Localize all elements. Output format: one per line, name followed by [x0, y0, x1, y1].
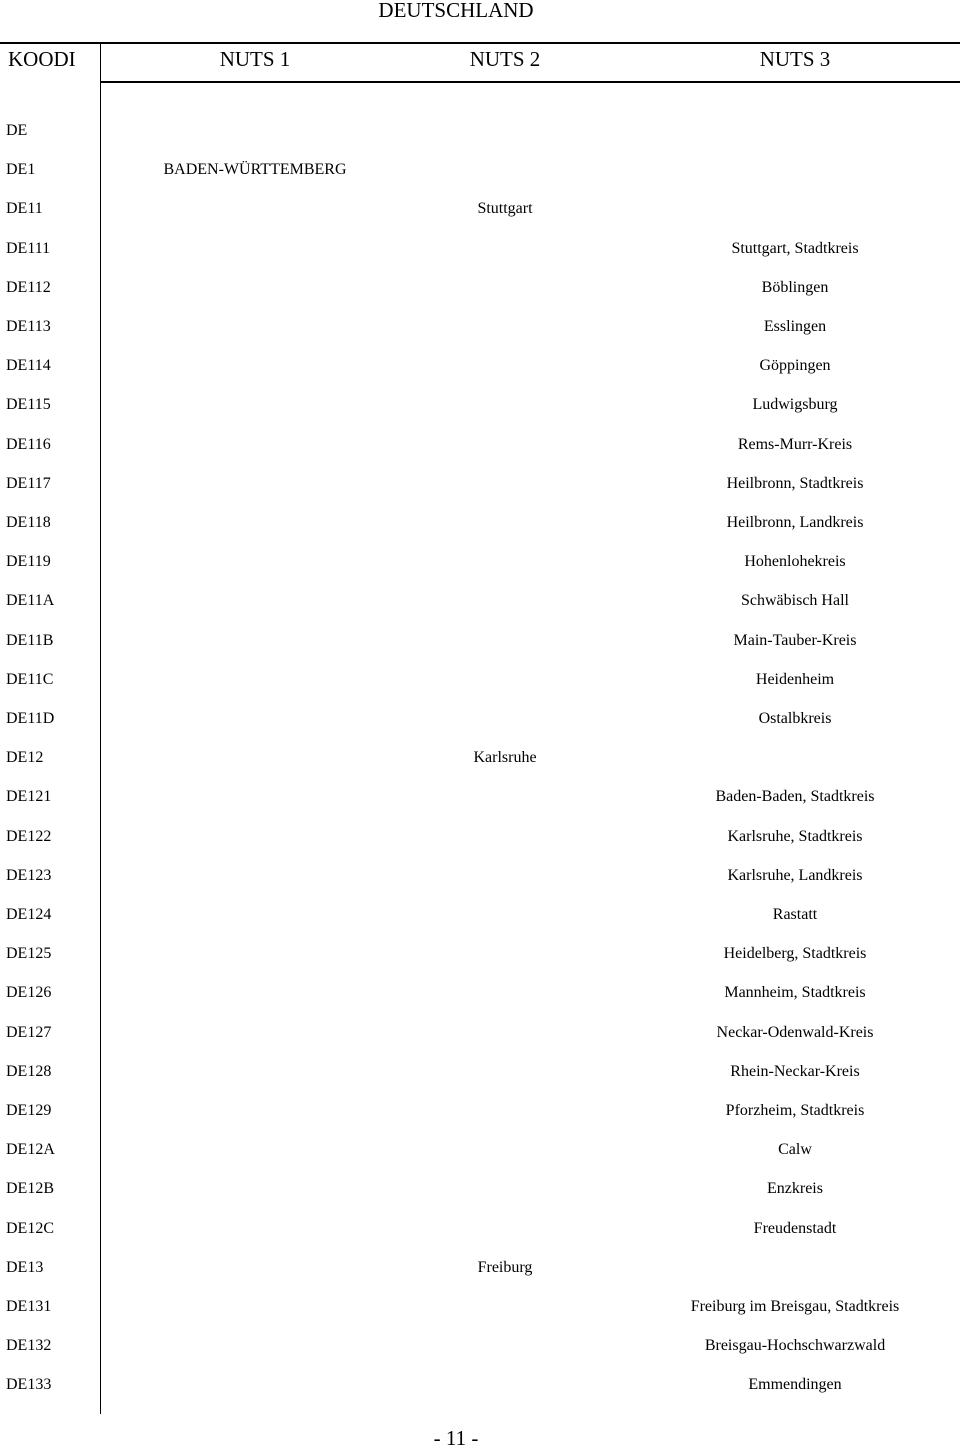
table-row [0, 629, 960, 653]
table-row [0, 1177, 960, 1201]
table-row [0, 433, 960, 457]
table-row [0, 472, 960, 496]
nuts-code-cell: DE125 [6, 945, 52, 962]
nuts-code-cell: DE115 [6, 396, 51, 413]
nuts-code-cell: DE133 [6, 1376, 52, 1393]
nuts-code-cell: DE13 [6, 1259, 44, 1276]
nuts3-cell: Heilbronn, Stadtkreis [726, 475, 864, 492]
table-row [0, 119, 960, 143]
nuts-code-cell: DE11C [6, 671, 54, 688]
nuts-code-cell: DE1 [6, 161, 36, 178]
header-nuts3: NUTS 3 [759, 47, 831, 71]
nuts-code-cell: DE117 [6, 475, 51, 492]
table-row [0, 825, 960, 849]
nuts-code-cell: DE11D [6, 710, 55, 727]
nuts3-cell: Main-Tauber-Kreis [733, 632, 857, 649]
table-row [0, 785, 960, 809]
nuts-code-cell: DE128 [6, 1063, 52, 1080]
table-row [0, 1373, 960, 1397]
nuts3-cell: Enzkreis [767, 1180, 823, 1197]
nuts-code-cell: DE113 [6, 318, 51, 335]
nuts3-cell: Böblingen [761, 279, 829, 296]
table-row [0, 903, 960, 927]
page-number: - 11 - [433, 1426, 479, 1450]
nuts-code-cell: DE116 [6, 436, 51, 453]
nuts3-cell: Heidenheim [755, 671, 835, 688]
nuts-code-cell: DE127 [6, 1024, 52, 1041]
nuts3-cell: Heidelberg, Stadtkreis [723, 945, 867, 962]
nuts3-cell: Mannheim, Stadtkreis [724, 984, 866, 1001]
table-row [0, 1334, 960, 1358]
header-code: KOODI [8, 47, 76, 71]
nuts3-cell: Freudenstadt [753, 1220, 837, 1237]
nuts-code-cell: DE11A [6, 592, 55, 609]
nuts-code-cell: DE [6, 122, 28, 139]
nuts3-cell: Stuttgart, Stadtkreis [731, 240, 859, 257]
nuts3-cell: Freiburg im Breisgau, Stadtkreis [690, 1298, 900, 1315]
table-row [0, 1099, 960, 1123]
table-row [0, 981, 960, 1005]
nuts3-cell: Schwäbisch Hall [741, 592, 849, 609]
nuts3-cell: Karlsruhe, Stadtkreis [727, 828, 863, 845]
nuts-code-cell: DE132 [6, 1337, 52, 1354]
nuts3-cell: Karlsruhe, Landkreis [727, 867, 863, 884]
table-row [0, 354, 960, 378]
nuts-code-cell: DE124 [6, 906, 52, 923]
table-row [0, 589, 960, 613]
nuts-code-cell: DE111 [6, 240, 51, 257]
table-row [0, 393, 960, 417]
table-row [0, 1138, 960, 1162]
nuts3-cell: Breisgau-Hochschwarzwald [704, 1337, 886, 1354]
nuts2-cell: Karlsruhe [473, 749, 537, 766]
nuts3-cell: Ostalbkreis [758, 710, 832, 727]
nuts-code-cell: DE118 [6, 514, 51, 531]
nuts2-cell: Freiburg [477, 1259, 533, 1276]
nuts-code-cell: DE12B [6, 1180, 54, 1197]
table-row [0, 1060, 960, 1084]
nuts3-cell: Emmendingen [748, 1376, 842, 1393]
nuts2-cell: Stuttgart [477, 200, 533, 217]
header-nuts2: NUTS 2 [469, 47, 541, 71]
table-row [0, 197, 960, 221]
nuts3-cell: Hohenlohekreis [744, 553, 846, 570]
table-row [0, 550, 960, 574]
nuts-code-cell: DE11B [6, 632, 54, 649]
table-row [0, 942, 960, 966]
nuts-code-cell: DE123 [6, 867, 52, 884]
nuts-code-cell: DE12 [6, 749, 44, 766]
nuts-code-cell: DE11 [6, 200, 43, 217]
nuts-code-cell: DE12A [6, 1141, 55, 1158]
table-row [0, 1217, 960, 1241]
nuts-code-cell: DE129 [6, 1102, 52, 1119]
table-row [0, 668, 960, 692]
nuts-code-cell: DE121 [6, 788, 52, 805]
nuts3-cell: Rastatt [772, 906, 818, 923]
header-nuts1: NUTS 1 [219, 47, 291, 71]
table-row [0, 511, 960, 535]
nuts3-cell: Pforzheim, Stadtkreis [725, 1102, 865, 1119]
nuts-code-cell: DE126 [6, 984, 52, 1001]
table-row [0, 315, 960, 339]
table-row [0, 276, 960, 300]
table-row [0, 1295, 960, 1319]
nuts3-cell: Rems-Murr-Kreis [737, 436, 853, 453]
nuts3-cell: Göppingen [759, 357, 831, 374]
table-row [0, 1021, 960, 1045]
nuts3-cell: Calw [778, 1141, 812, 1158]
nuts3-cell: Heilbronn, Landkreis [726, 514, 864, 531]
nuts-code-cell: DE119 [6, 553, 51, 570]
nuts3-cell: Rhein-Neckar-Kreis [730, 1063, 860, 1080]
table-row [0, 237, 960, 261]
nuts1-cell: BADEN-WÜRTTEMBERG [163, 161, 347, 178]
table-row [0, 158, 960, 182]
nuts3-cell: Neckar-Odenwald-Kreis [716, 1024, 874, 1041]
nuts3-cell: Esslingen [763, 318, 827, 335]
nuts3-cell: Baden-Baden, Stadtkreis [715, 788, 875, 805]
page-title: DEUTSCHLAND [378, 0, 534, 22]
table-row [0, 864, 960, 888]
table-row [0, 1256, 960, 1280]
table-row [0, 746, 960, 770]
nuts3-cell: Ludwigsburg [752, 396, 838, 413]
nuts-code-cell: DE114 [6, 357, 51, 374]
nuts-code-cell: DE122 [6, 828, 52, 845]
nuts-code-cell: DE112 [6, 279, 51, 296]
nuts-code-cell: DE12C [6, 1220, 54, 1237]
nuts-code-cell: DE131 [6, 1298, 52, 1315]
table-row [0, 707, 960, 731]
